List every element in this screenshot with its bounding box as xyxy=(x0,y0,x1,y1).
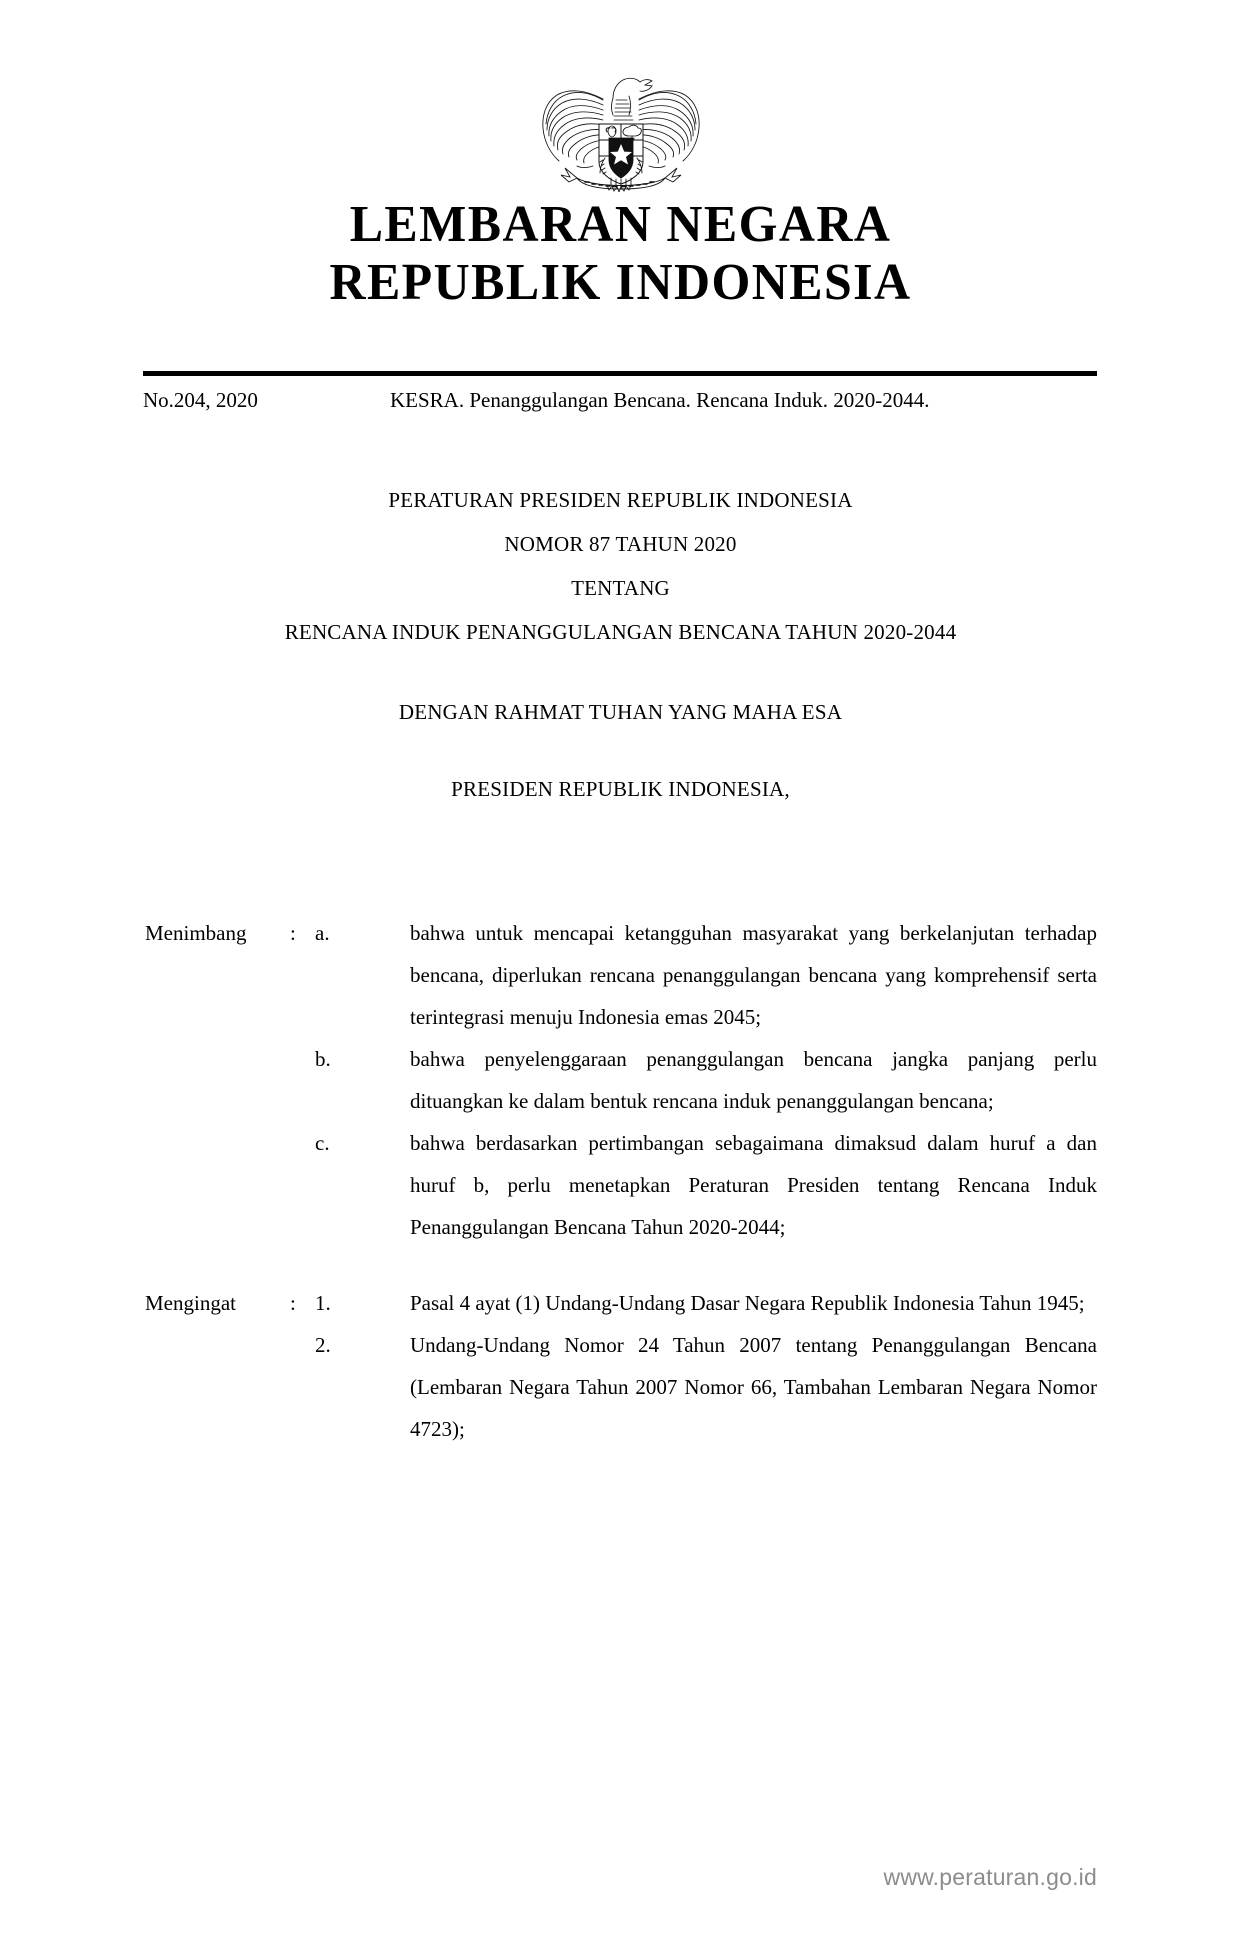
section-mengingat xyxy=(145,1282,1097,1450)
masthead-line-1: LEMBARAN NEGARA xyxy=(349,196,892,253)
section-menimbang xyxy=(145,912,1097,1248)
clause-text: Undang-Undang Nomor 24 Tahun 2007 tentang Penanggulangan Bencana (Lembaran Negara Tahun 2007 Nomor 66, Tambahan Lembaran Negara Nomor 4723); xyxy=(410,1333,1097,1441)
title-line-regulation-type: PERATURAN PRESIDEN REPUBLIK INDONESIA xyxy=(388,488,853,512)
clause-row xyxy=(145,1282,1097,1324)
masthead-line-2: REPUBLIK INDONESIA xyxy=(329,254,912,311)
gazette-number: No.204, 2020 xyxy=(143,388,258,412)
section-label: Mengingat xyxy=(145,1291,236,1315)
signatory-heading: PRESIDEN REPUBLIK INDONESIA, xyxy=(451,777,790,801)
emblem-container xyxy=(0,52,1241,192)
clause-marker: 1. xyxy=(315,1291,331,1315)
clause-row xyxy=(145,1122,1097,1248)
clause-marker: b. xyxy=(315,1047,331,1071)
masthead xyxy=(0,196,1241,312)
clause-marker: c. xyxy=(315,1131,330,1155)
regulation-title-block xyxy=(0,478,1241,654)
clauses-container xyxy=(145,912,1097,1484)
title-line-number: NOMOR 87 TAHUN 2020 xyxy=(504,532,737,556)
footer-watermark: www.peraturan.go.id xyxy=(883,1864,1097,1890)
gazette-subject: KESRA. Penanggulangan Bencana. Rencana Induk. 2020-2044. xyxy=(390,388,930,412)
section-colon: : xyxy=(290,1291,296,1315)
masthead-divider xyxy=(143,371,1097,376)
clause-text: bahwa untuk mencapai ketangguhan masyarakat yang berkelanjutan terhadap bencana, diperlukan rencana penanggulangan bencana yang komprehensif serta terintegrasi menuju Indonesia emas 2045; xyxy=(410,921,1097,1029)
clause-row xyxy=(145,1038,1097,1122)
gazette-header-row xyxy=(143,385,1097,415)
clause-text: bahwa penyelenggaraan penanggulangan bencana jangka panjang perlu dituangkan ke dalam bentuk rencana induk penanggulangan bencana; xyxy=(410,1047,1097,1113)
clause-row xyxy=(145,1324,1097,1450)
garuda-pancasila-emblem xyxy=(537,52,705,192)
title-line-subject: RENCANA INDUK PENANGGULANGAN BENCANA TAHUN 2020-2044 xyxy=(284,620,957,644)
clause-text: Pasal 4 ayat (1) Undang-Undang Dasar Negara Republik Indonesia Tahun 1945; xyxy=(410,1291,1085,1315)
section-label: Menimbang xyxy=(145,921,247,945)
invocation-line: DENGAN RAHMAT TUHAN YANG MAHA ESA xyxy=(398,700,843,724)
title-line-tentang: TENTANG xyxy=(571,576,670,600)
section-colon: : xyxy=(290,921,296,945)
clause-marker: a. xyxy=(315,921,330,945)
clause-marker: 2. xyxy=(315,1333,331,1357)
clause-row xyxy=(145,912,1097,1038)
clause-text: bahwa berdasarkan pertimbangan sebagaimana dimaksud dalam huruf a dan huruf b, perlu menetapkan Peraturan Presiden tentang Rencana Induk Penanggulangan Bencana Tahun 2020-2044; xyxy=(410,1131,1097,1239)
